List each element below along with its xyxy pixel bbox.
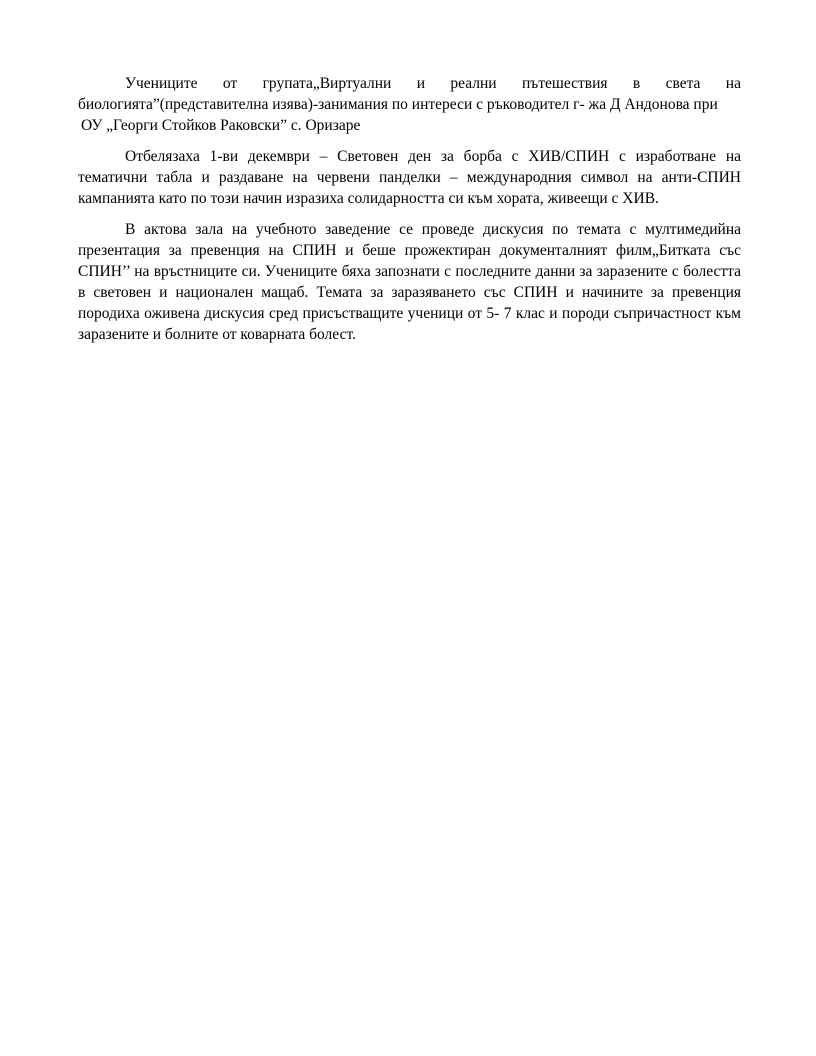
paragraph-hiv-day: Отбелязаха 1-ви декември – Световен ден за борба с ХИВ/СПИН с изработване на тематични табла и раздаване на червени панделки – международния символ на анти-СПИН кампанията като по този начин изразиха солидарността си към хората, живеещи с ХИВ. xyxy=(78,148,741,207)
paragraph-discussion: В актова зала на учебното заведение се проведе дискусия по темата с мултимедийна презентация за превенция на СПИН и беше прожектиран документалният филм„Битката със СПИН’’ на връстниците си. Учениците бяха запознати с последните данни за заразените с болестта в световен и национален мащаб. Темата за заразяването със СПИН и начините за превенция породиха оживена дискусия сред присъстващите ученици от 5- 7 клас и породи съпричастност към заразените и болните от коварната болест. xyxy=(78,221,741,343)
paragraph-intro: Учениците от групата„Виртуални и реални пътешествия в света на биологията”(представителна изява)-занимания по интереси с ръководител г- жа Д Андонова при xyxy=(78,75,741,113)
paragraph-intro-school-line: ОУ „Георги Стойков Раковски” с. Оризаре xyxy=(81,117,361,134)
document-page xyxy=(78,73,741,345)
